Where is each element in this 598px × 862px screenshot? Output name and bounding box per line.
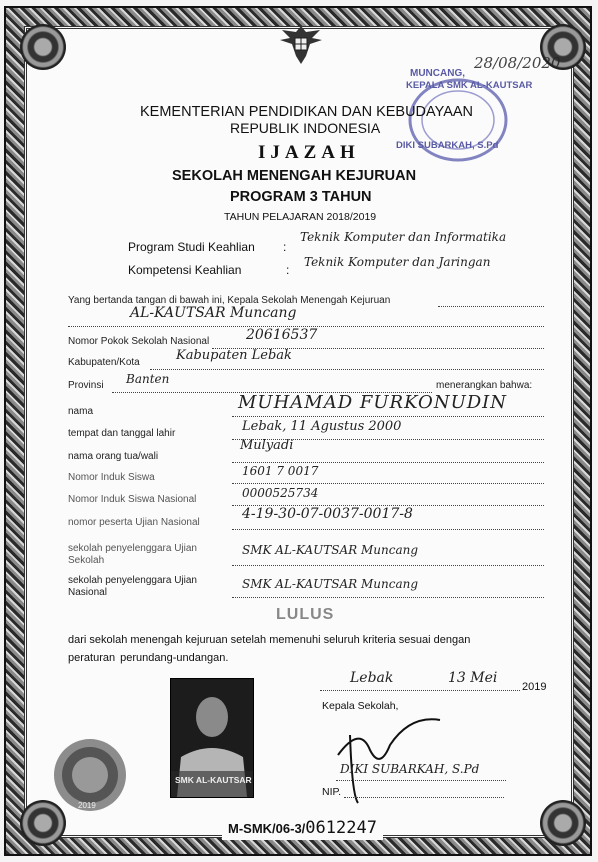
school-name: AL-KAUTSAR Muncang (130, 305, 297, 321)
competency-label: Kompetensi Keahlian (128, 263, 242, 277)
signature-place: Lebak (350, 670, 394, 686)
province-label: Provinsi (68, 380, 104, 391)
principal-title: Kepala Sekolah, (322, 700, 399, 712)
serial-number (222, 816, 383, 840)
dotted-line (232, 462, 544, 463)
exam-school-label-2: Sekolah (68, 555, 105, 566)
principal-name: DIKI SUBARKAH, S.Pd (340, 762, 480, 776)
country-title: REPUBLIK INDONESIA (230, 120, 381, 136)
study-program-value: Teknik Komputer dan Informatika (300, 230, 507, 244)
signature-year: 2019 (522, 681, 547, 693)
dotted-line (150, 369, 544, 370)
dotted-line (232, 483, 544, 484)
student-name: MUHAMAD FURKONUDIN (238, 392, 508, 413)
dotted-line (232, 565, 544, 566)
national-school-label-2: Nasional (68, 587, 107, 598)
exam-number-label: nomor peserta Ujian Nasional (68, 517, 200, 528)
result-text-line-2: peraturan perundang-undangan. (68, 652, 229, 664)
exam-school-label: sekolah penyelenggara Ujian (68, 543, 197, 554)
school-seal (40, 735, 140, 815)
study-program-label: Program Studi Keahlian (128, 240, 255, 254)
school-type-title: SEKOLAH MENENGAH KEJURUAN (172, 168, 417, 184)
province-value: Banten (126, 372, 170, 386)
exam-number-value: 4-19-30-07-0037-0017-8 (242, 506, 413, 522)
dotted-line (232, 529, 544, 530)
graduation-status: LULUS (276, 606, 335, 623)
nisn-value: 0000525734 (242, 486, 319, 500)
serial-value: 0612247 (305, 818, 377, 838)
nis-label: Nomor Induk Siswa (68, 472, 155, 483)
competency-value: Teknik Komputer dan Jaringan (304, 255, 491, 269)
regency-value: Kabupaten Lebak (176, 348, 292, 363)
stamp-date: 28/08/2020 (474, 54, 561, 72)
dotted-line (336, 780, 506, 781)
states-text: menerangkan bahwa: (436, 380, 533, 391)
dotted-line (232, 597, 544, 598)
name-label: nama (68, 406, 94, 417)
stamp-place-label: MUNCANG, (410, 68, 465, 79)
colon: : (283, 240, 287, 254)
student-photo (170, 678, 254, 798)
dotted-line (320, 690, 520, 691)
national-school-label: sekolah penyelenggara Ujian (68, 575, 197, 586)
regency-label: Kabupaten/Kota (68, 357, 140, 368)
corner-ornament (540, 800, 586, 846)
signature-date: 13 Mei (448, 670, 498, 686)
exam-school-value: SMK AL-KAUTSAR Muncang (242, 543, 419, 557)
program-title: PROGRAM 3 TAHUN (230, 189, 372, 205)
birth-label: tempat dan tanggal lahir (68, 428, 176, 439)
parent-label: nama orang tua/wali (68, 451, 159, 462)
stamp-name: DIKI SUBARKAH, S.Pd (396, 140, 499, 151)
result-text-line-1: dari sekolah menengah kejuruan setelah memenuhi seluruh kriteria sesuai dengan (68, 634, 471, 646)
dotted-line (232, 416, 544, 417)
seal-year: 2019 (78, 801, 96, 810)
stamp-office: KEPALA SMK AL-KAUTSAR (406, 80, 533, 91)
national-school-value: SMK AL-KAUTSAR Muncang (242, 577, 419, 591)
parent-value: Mulyadi (240, 438, 294, 453)
principal-signature (330, 705, 470, 805)
npsn-value: 20616537 (246, 327, 318, 343)
dotted-line (344, 797, 504, 798)
colon: : (286, 263, 290, 277)
nis-value: 1601 7 0017 (242, 464, 319, 478)
intro-text: Yang bertanda tangan di bawah ini, Kepala Sekolah Menengah Kejuruan (68, 295, 391, 306)
npsn-label: Nomor Pokok Sekolah Nasional (68, 336, 210, 347)
garuda-emblem-icon (276, 22, 326, 68)
dotted-line (438, 306, 544, 307)
academic-year: TAHUN PELAJARAN 2018/2019 (224, 211, 377, 223)
nisn-label: Nomor Induk Siswa Nasional (68, 494, 197, 505)
serial-prefix: M-SMK/06-3/ (228, 821, 306, 836)
nip-label: NIP. (322, 786, 342, 798)
ministry-title: KEMENTERIAN PENDIDIKAN DAN KEBUDAYAAN (140, 104, 474, 120)
birth-value: Lebak, 11 Agustus 2000 (242, 419, 402, 434)
photo-caption: SMK AL-KAUTSAR (175, 775, 252, 785)
document-title: IJAZAH (258, 142, 360, 163)
corner-ornament (20, 24, 66, 70)
